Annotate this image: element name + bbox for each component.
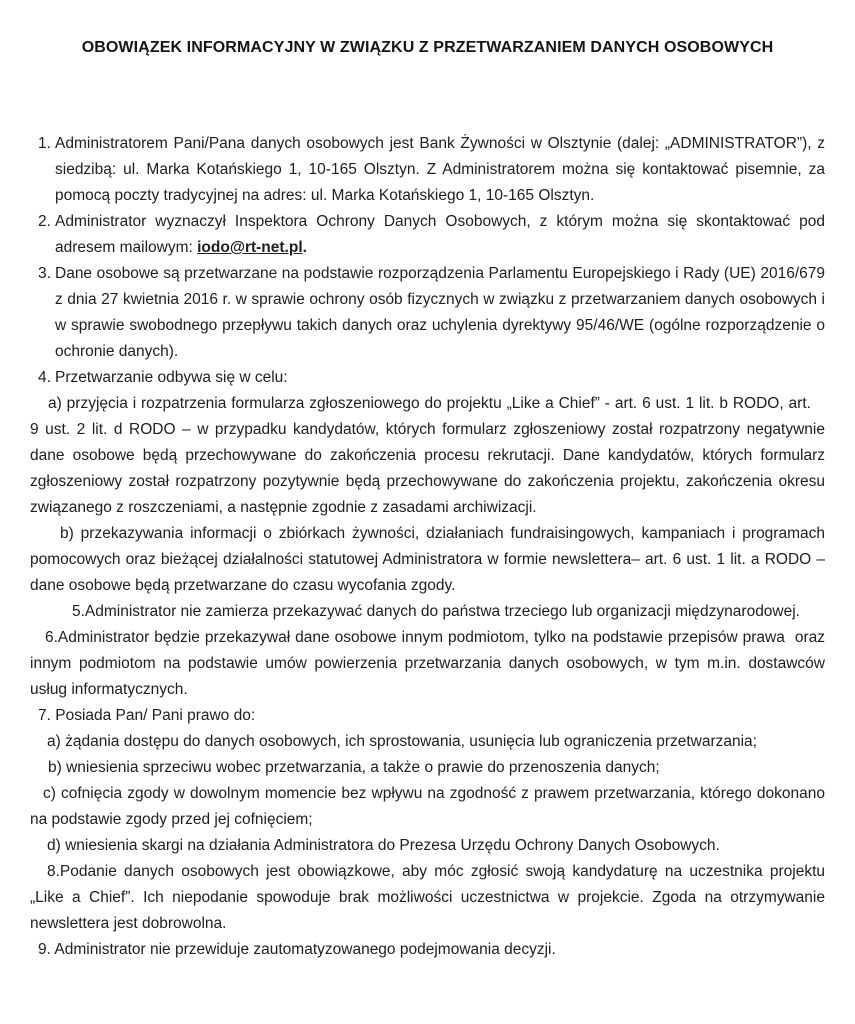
paragraph-8: 8.Podanie danych osobowych jest obowiązkowe, aby móc zgłosić swoją kandydaturę na uczestnika projektu „Like a Chief”. Ich niepodanie spowoduje brak możliwości uczestnictwa w projekcie. Zgoda na otrzymywanie newslettera jest dobrowolna.: [30, 863, 825, 932]
paragraph-5: 5.Administrator nie zamierza przekazywać danych do państwa trzeciego lub organizacji międzynarodowej.: [72, 603, 800, 620]
email-link[interactable]: iodo@rt-net.pl: [197, 239, 303, 256]
list-item-3: [30, 261, 825, 365]
list-item-4: [30, 365, 825, 391]
paragraph-7d: d) wniesienia skargi na działania Administratora do Prezesa Urzędu Ochrony Danych Osobowych.: [47, 837, 720, 854]
list-item-1-number: 1.: [38, 135, 51, 152]
list-item-2: [30, 209, 825, 261]
paragraph-9: 9. Administrator nie przewiduje zautomatyzowanego podejmowania decyzji.: [38, 941, 556, 958]
page-title: OBOWIĄZEK INFORMACYJNY W ZWIĄZKU Z PRZETWARZANIEM DANYCH OSOBOWYCH: [81, 39, 774, 56]
paragraph-7b: b) wniesienia sprzeciwu wobec przetwarzania, a także o prawie do przenoszenia danych;: [48, 759, 660, 776]
list-item-3-text: Dane osobowe są przetwarzane na podstawie rozporządzenia Parlamentu Europejskiego i Rady (UE) 2016/679 z dnia 27 kwietnia 2016 r. w sprawie ochrony osób fizycznych w związku z przetwarzaniem danych osobowych i w sprawie swobodnego przepływu takich danych oraz uchylenia dyrektywy 95/46/WE (ogólne rozporządzenie o ochronie danych).: [55, 265, 825, 360]
list-item-2-text-before-email: Administrator wyznaczył Inspektora Ochrony Danych Osobowych, z którym można się skontaktować pod adresem mailowym:: [55, 213, 825, 256]
paragraph-7c: c) cofnięcia zgody w dowolnym momencie bez wpływu na zgodność z prawem przetwarzania, którego dokonano na podstawie zgody przed jej cofnięciem;: [30, 785, 825, 828]
paragraph-4b: b) przekazywania informacji o zbiórkach żywności, działaniach fundraisingowych, kampaniach i programach pomocowych oraz bieżącej działalności statutowej Administratora w formie newslettera– art. 6 ust. 1 lit. a RODO – dane osobowe będą przetwarzane do czasu wycofania zgody.: [30, 525, 825, 594]
list-item-1: [30, 131, 825, 209]
paragraph-6: 6.Administrator będzie przekazywał dane osobowe innym podmiotom, tylko na podstawie przepisów prawa oraz innym podmiotom na podstawie umów powierzenia przetwarzania danych osobowych, w tym m.in. dostawców usług informatycznych.: [30, 629, 825, 698]
paragraph-4a: a) przyjęcia i rozpatrzenia formularza zgłoszeniowego do projektu „Like a Chief” - art. 6 ust. 1 lit. b RODO, art. 9 ust. 2 lit. d RODO – w przypadku kandydatów, których formularz zgłoszeniowy został rozpatrzony negatywnie dane osobowe będą przechowywane do zakończenia procesu rekrutacji. Dane kandydatów, których formularz zgłoszeniowy został rozpatrzony pozytywnie będą przechowywane do zakończenia projektu, zakończenia okresu związanego z roszczeniami, a następnie zgodnie z zasadami archiwizacji.: [30, 395, 825, 516]
list-item-1-text: Administratorem Pani/Pana danych osobowych jest Bank Żywności w Olsztynie (dalej: „ADMINISTRATOR”), z siedzibą: ul. Marka Kotańskiego 1, 10-165 Olsztyn. Z Administratorem można się kontaktować pisemnie, za pomocą poczty tradycyjnej na adres: ul. Marka Kotańskiego 1, 10-165 Olsztyn.: [55, 135, 825, 204]
list-item-4-text: Przetwarzanie odbywa się w celu:: [55, 369, 288, 386]
list-item-4-number: 4.: [38, 369, 51, 386]
list-item-2-text-after-email: .: [302, 239, 307, 256]
document-body: [30, 131, 825, 963]
list-item-2-text: [55, 213, 825, 256]
list-item-2-number: 2.: [38, 213, 51, 230]
list-item-3-number: 3.: [38, 265, 51, 282]
paragraph-7a: a) żądania dostępu do danych osobowych, ich sprostowania, usunięcia lub ograniczenia przetwarzania;: [47, 733, 757, 750]
paragraph-7: 7. Posiada Pan/ Pani prawo do:: [38, 707, 256, 724]
